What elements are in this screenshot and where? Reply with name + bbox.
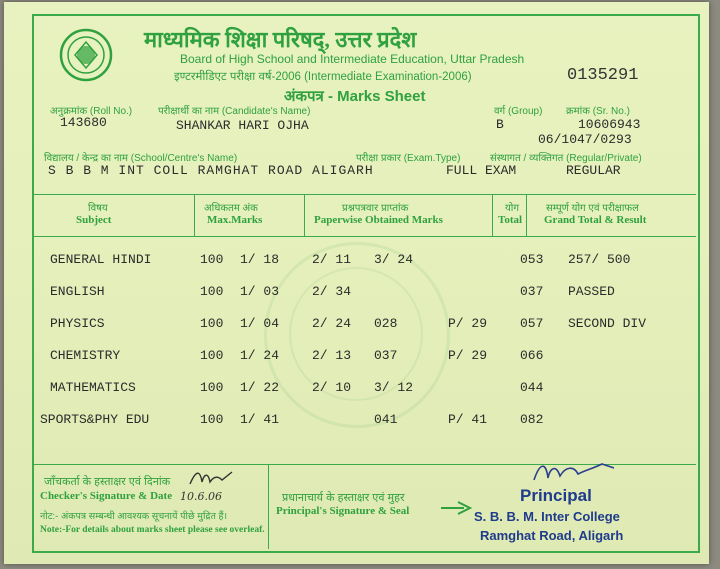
board-emblem-icon <box>59 28 113 82</box>
principal-label: Principal's Signature & Seal <box>276 505 410 517</box>
roll-no-value: 143680 <box>60 115 107 130</box>
max-marks: 100 <box>200 412 224 427</box>
total-header-hindi: योग <box>505 203 520 214</box>
col-divider-1 <box>194 194 195 236</box>
paper-1-marks: 1/ 18 <box>240 252 280 267</box>
reference-number: 06/1047/0293 <box>538 132 632 147</box>
board-title-hindi: माध्यमिक शिक्षा परिषद्, उत्तर प्रदेश <box>144 27 417 52</box>
roll-no-label: अनुक्रमांक (Roll No.) <box>50 106 133 117</box>
principal-label-hindi: प्रधानाचार्य के हस्ताक्षर एवं मुहर <box>282 492 405 504</box>
school-label: विद्यालय / केन्द्र का नाम (School/Centre's Name) <box>44 153 238 164</box>
subject-name: CHEMISTRY <box>50 348 121 363</box>
max-marks-header-hindi: अधिकतम अंक <box>204 203 258 214</box>
subject-name: GENERAL HINDI <box>50 252 152 267</box>
paper-1-marks: 1/ 03 <box>240 284 280 299</box>
max-marks: 100 <box>200 316 224 331</box>
candidate-name-value: SHANKAR HARI OJHA <box>176 118 309 133</box>
paper-2-marks: 2/ 10 <box>312 380 352 395</box>
max-marks: 100 <box>200 348 224 363</box>
paperwise-header-hindi: प्रश्नपत्रवार प्राप्तांक <box>342 203 409 214</box>
exam-type-value: FULL EXAM <box>446 163 517 178</box>
grand-total-header: Grand Total & Result <box>544 214 647 226</box>
practical-marks: P/ 29 <box>448 348 488 363</box>
table-header-rule <box>34 236 696 237</box>
paper-2-marks: 2/ 11 <box>312 252 352 267</box>
max-marks: 100 <box>200 284 224 299</box>
paper-3-marks: 3/ 12 <box>374 380 414 395</box>
marks-sheet <box>4 2 709 564</box>
subject-name: MATHEMATICS <box>50 380 136 395</box>
sr-no-value: 10606943 <box>578 117 641 132</box>
table-top-rule <box>34 194 696 195</box>
candidate-name-label: परीक्षार्थी का नाम (Candidate's Name) <box>158 106 311 117</box>
practical-marks: P/ 29 <box>448 316 488 331</box>
checker-label: Checker's Signature & Date <box>40 490 173 502</box>
total-header: Total <box>498 214 523 226</box>
subject-total: 057 <box>520 316 544 331</box>
subject-name: PHYSICS <box>50 316 105 331</box>
practical-marks: P/ 41 <box>448 412 488 427</box>
paper-3-marks: 3/ 24 <box>374 252 414 267</box>
checker-signature-icon <box>188 466 238 490</box>
principal-stamp-title: Principal <box>520 486 592 505</box>
paper-3-marks: 037 <box>374 348 398 363</box>
subject-total: 082 <box>520 412 544 427</box>
max-marks: 100 <box>200 380 224 395</box>
max-marks: 100 <box>200 252 224 267</box>
paper-2-marks: 2/ 13 <box>312 348 352 363</box>
grand-total-header-hindi: सम्पूर्ण योग एवं परीक्षाफल <box>546 203 639 214</box>
sr-no-label: क्रमांक (Sr. No.) <box>566 106 630 117</box>
checker-date: 10.6.06 <box>180 490 222 503</box>
footer-divider <box>268 464 269 549</box>
subject-header: Subject <box>76 214 112 226</box>
paper-1-marks: 1/ 22 <box>240 380 280 395</box>
sheet-title: अंकपत्र - Marks Sheet <box>284 88 426 105</box>
grand-total-result: PASSED <box>568 284 615 299</box>
regular-private-value: REGULAR <box>566 163 621 178</box>
col-divider-4 <box>526 194 527 236</box>
serial-number: 0135291 <box>567 66 639 85</box>
board-title-english: Board of High School and Intermediate Education, Uttar Pradesh <box>180 52 525 66</box>
grand-total-result: 257/ 500 <box>568 252 631 267</box>
subject-header-hindi: विषय <box>88 203 108 214</box>
subject-name: ENGLISH <box>50 284 105 299</box>
col-divider-2 <box>304 194 305 236</box>
grand-total-result: SECOND DIV <box>568 316 647 331</box>
paper-1-marks: 1/ 04 <box>240 316 280 331</box>
principal-signature-icon <box>530 458 620 488</box>
subject-total: 066 <box>520 348 544 363</box>
max-marks-header: Max.Marks <box>207 214 263 226</box>
paperwise-header: Paperwise Obtained Marks <box>314 214 443 226</box>
checker-label-hindi: जाँचकर्ता के हस्ताक्षर एवं दिनांक <box>44 476 171 488</box>
exam-year: इण्टरमीडिएट परीक्षा वर्ष-2006 (Intermediate Examination-2006) <box>174 71 472 83</box>
paper-2-marks: 2/ 34 <box>312 284 352 299</box>
note-hindi: नोट:- अंकपत्र सम्बन्धी आवश्यक सूचनायें पीछे मुद्रित हैं। <box>40 511 228 522</box>
subject-name: SPORTS&PHY EDU <box>40 412 150 427</box>
principal-stamp-college: S. B. B. M. Inter College <box>474 509 620 524</box>
group-value: B <box>496 117 504 132</box>
paper-1-marks: 1/ 24 <box>240 348 280 363</box>
exam-type-label: परीक्षा प्रकार (Exam.Type) <box>356 153 461 164</box>
paper-2-marks: 2/ 24 <box>312 316 352 331</box>
regular-private-label: संस्थागत / व्यक्तिगत (Regular/Private) <box>490 153 642 164</box>
arrow-right-icon <box>440 500 474 516</box>
group-label: वर्ग (Group) <box>494 106 543 117</box>
paper-1-marks: 1/ 41 <box>240 412 280 427</box>
subject-total: 044 <box>520 380 544 395</box>
subject-total: 037 <box>520 284 544 299</box>
school-value: S B B M INT COLL RAMGHAT ROAD ALIGARH <box>48 163 374 178</box>
paper-3-marks: 028 <box>374 316 398 331</box>
principal-stamp-address: Ramghat Road, Aligarh <box>480 528 624 543</box>
note-english: Note:-For details about marks sheet please see overleaf. <box>40 525 265 535</box>
col-divider-3 <box>492 194 493 236</box>
paper-3-marks: 041 <box>374 412 398 427</box>
subject-total: 053 <box>520 252 544 267</box>
